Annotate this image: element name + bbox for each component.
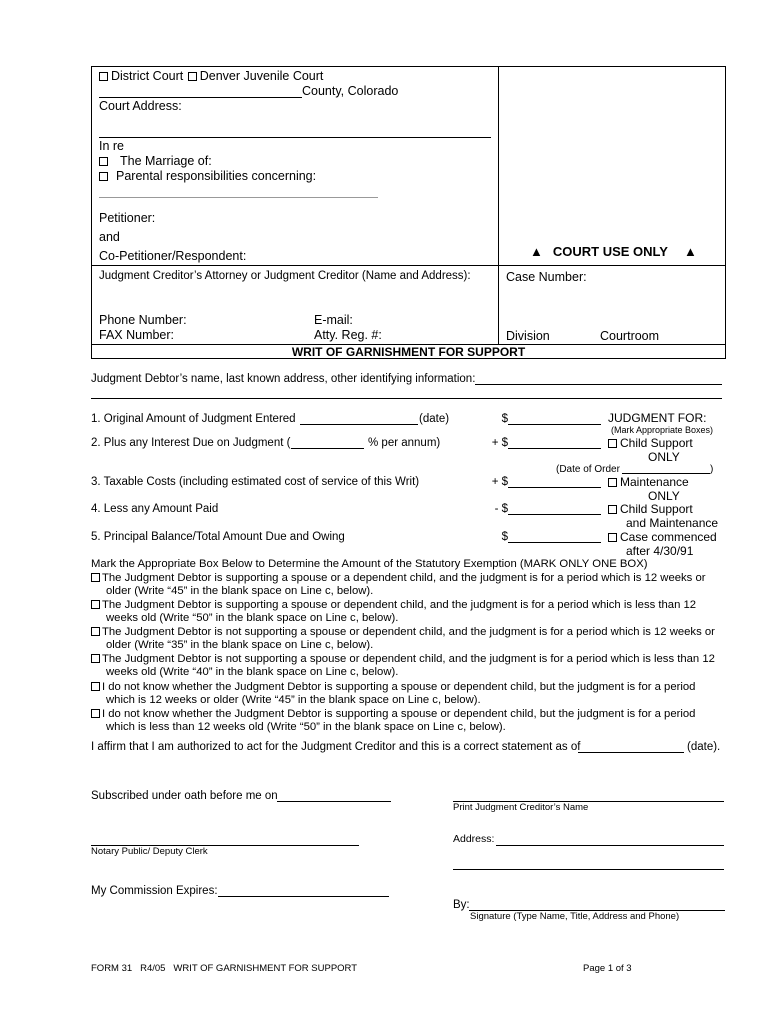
amount-prefix-5: $ — [501, 531, 508, 543]
phone-label: Phone Number: — [99, 313, 187, 327]
exemption-4-line-1: The Judgment Debtor is not supporting a spouse or dependent child, and the judgment is for a period which is less than 12 — [102, 653, 715, 665]
exemption-5-line-1: I do not know whether the Judgment Debtor is supporting a spouse or dependent child, but the judgment is for a period — [102, 681, 696, 693]
judgment-date-blank[interactable] — [300, 424, 418, 425]
child-support-checkbox[interactable] — [608, 439, 617, 448]
exemption-6-checkbox[interactable] — [91, 709, 100, 718]
triangle-up-icon: ▲ — [530, 244, 543, 259]
amount-field-3[interactable] — [508, 487, 601, 488]
court-address-line[interactable] — [99, 137, 491, 138]
juvenile-court-checkbox[interactable] — [188, 72, 197, 81]
maintenance-option — [608, 476, 689, 489]
petitioner-label: Petitioner: — [99, 211, 156, 225]
exemption-option-3 — [91, 626, 731, 652]
only-label-2: ONLY — [648, 489, 680, 503]
exemption-6-line-1: I do not know whether the Judgment Debtor is supporting a spouse or dependent child, but the judgment is for a period — [102, 708, 696, 720]
court-use-only — [530, 245, 697, 259]
subscribed-label: Subscribed under oath before me on — [91, 790, 278, 802]
debtor-info-line-2[interactable] — [91, 398, 722, 399]
exemption-2-line-1: The Judgment Debtor is supporting a spouse or dependent child, and the judgment is for a period which is less than 12 — [102, 599, 697, 611]
only-label-1: ONLY — [648, 450, 680, 464]
amount-prefix-2: + $ — [491, 437, 508, 449]
district-court-checkbox[interactable] — [99, 72, 108, 81]
court-options — [99, 70, 323, 84]
amount-line-3-label: 3. Taxable Costs (including estimated cost of service of this Writ) — [91, 476, 420, 488]
subscribed-date-blank[interactable] — [277, 801, 391, 802]
attorney-label: Judgment Creditor’s Attorney or Judgment Creditor (Name and Address): — [99, 270, 471, 282]
caption-row-divider — [91, 265, 726, 266]
parental-checkbox[interactable] — [99, 172, 108, 181]
exemption-3-line-2: older (Write “35” in the blank space on Line c, below). — [106, 639, 374, 651]
parental-label: Parental responsibilities concerning: — [116, 169, 317, 183]
child-support-maintenance-checkbox[interactable] — [608, 505, 617, 514]
exemption-4-line-2: weeks old (Write “40” in the blank space on Line c, below). — [106, 666, 399, 678]
marriage-checkbox[interactable] — [99, 157, 108, 166]
case-commenced-option — [608, 531, 717, 544]
atty-reg-label: Atty. Reg. #: — [314, 328, 382, 342]
amount-line-2-label: 2. Plus any Interest Due on Judgment ( — [91, 437, 291, 449]
form-id: FORM 31 R4/05 WRIT OF GARNISHMENT FOR SUPPORT — [91, 963, 358, 974]
address-line-2[interactable] — [453, 869, 724, 870]
marriage-label: The Marriage of: — [120, 154, 212, 168]
exemption-3-checkbox[interactable] — [91, 627, 100, 636]
amount-field-1[interactable] — [508, 424, 601, 425]
amount-line-4-label: 4. Less any Amount Paid — [91, 503, 219, 515]
after-date-label: after 4/30/91 — [626, 544, 694, 558]
exemption-5-checkbox[interactable] — [91, 682, 100, 691]
date-label: (date) — [419, 413, 450, 425]
child-support-label: Child Support — [620, 436, 693, 450]
case-commenced-checkbox[interactable] — [608, 533, 617, 542]
exemption-1-line-1: The Judgment Debtor is supporting a spouse or a dependent child, and the judgment is for a period which is 12 weeks or — [102, 572, 706, 584]
child-support-maintenance-option — [608, 503, 693, 516]
date-of-order-label: (Date of Order — [556, 464, 620, 475]
amount-field-5[interactable] — [508, 542, 601, 543]
date-of-order-close: ) — [710, 464, 714, 475]
exemption-3-line-1: The Judgment Debtor is not supporting a spouse or dependent child, and the judgment is for a period which is 12 weeks or — [102, 626, 715, 638]
debtor-info-line-1[interactable] — [475, 384, 722, 385]
commission-date-blank[interactable] — [218, 896, 389, 897]
affirm-date-label: (date). — [687, 741, 721, 753]
marriage-row — [99, 155, 212, 169]
exemption-1-line-2: older (Write “45” in the blank space on Line c, below). — [106, 585, 374, 597]
page-title: WRIT OF GARNISHMENT FOR SUPPORT — [291, 345, 526, 359]
county-blank[interactable] — [99, 97, 302, 98]
in-re-label: In re — [99, 139, 125, 153]
amount-prefix-3: + $ — [491, 476, 508, 488]
and-label: and — [99, 230, 120, 244]
debtor-info-label: Judgment Debtor’s name, last known address, other identifying information: — [91, 373, 476, 385]
child-support-option — [608, 437, 693, 450]
parties-line[interactable] — [99, 197, 378, 198]
co-petitioner-label: Co-Petitioner/Respondent: — [99, 249, 247, 263]
print-name-caption: Print Judgment Creditor’s Name — [453, 802, 589, 813]
by-label: By: — [453, 899, 470, 911]
email-label: E-mail: — [314, 313, 353, 327]
address-label: Address: — [453, 833, 495, 845]
exemption-1-checkbox[interactable] — [91, 573, 100, 582]
amount-line-1-label: 1. Original Amount of Judgment Entered — [91, 413, 296, 425]
case-commenced-label: Case commenced — [620, 530, 717, 544]
maintenance-checkbox[interactable] — [608, 478, 617, 487]
courtroom-label: Courtroom — [600, 329, 660, 343]
commission-label: My Commission Expires: — [91, 885, 218, 897]
judgment-for-heading: JUDGMENT FOR: — [608, 411, 707, 425]
page-number: Page 1 of 3 — [583, 963, 632, 974]
affirm-date-blank[interactable] — [578, 752, 684, 753]
exemption-2-line-2: weeks old (Write “50” in the blank space on Line c, below). — [106, 612, 399, 624]
fax-label: FAX Number: — [99, 328, 175, 342]
exemption-option-5 — [91, 681, 731, 707]
interest-rate-suffix: % per annum) — [368, 437, 441, 449]
exemption-heading: Mark the Appropriate Box Below to Determine the Amount of the Statutory Exemption (MARK ONLY ONE BOX) — [91, 558, 648, 570]
and-maintenance-label: and Maintenance — [626, 516, 719, 530]
amount-field-2[interactable] — [508, 448, 601, 449]
court-address-label: Court Address: — [99, 99, 182, 113]
exemption-option-4 — [91, 653, 731, 679]
amount-line-5-label: 5. Principal Balance/Total Amount Due and Owing — [91, 531, 345, 543]
court-use-only-label: COURT USE ONLY — [552, 244, 668, 259]
juvenile-court-label: Denver Juvenile Court — [199, 69, 324, 83]
district-court-label: District Court — [111, 69, 184, 83]
exemption-option-1 — [91, 572, 731, 598]
parental-row — [99, 170, 316, 184]
date-of-order-blank[interactable] — [622, 473, 710, 474]
maintenance-label: Maintenance — [620, 475, 689, 489]
caption-divider — [498, 66, 499, 345]
exemption-option-6 — [91, 708, 731, 734]
exemption-2-checkbox[interactable] — [91, 600, 100, 609]
exemption-6-line-2: which is less than 12 weeks old (Write “50” in the blank space on Line c, below). — [106, 721, 506, 733]
division-label: Division — [506, 329, 550, 343]
signature-caption: Signature (Type Name, Title, Address and Phone) — [470, 911, 680, 922]
amount-line-1 — [91, 413, 296, 426]
amount-field-4[interactable] — [508, 514, 601, 515]
affirm-text: I affirm that I am authorized to act for the Judgment Creditor and this is a correct statement as of — [91, 741, 581, 753]
interest-rate-blank[interactable] — [291, 448, 364, 449]
amount-prefix-4: - $ — [494, 503, 508, 515]
triangle-up-icon: ▲ — [683, 244, 697, 259]
exemption-option-2 — [91, 599, 731, 625]
case-number-label: Case Number: — [506, 270, 587, 284]
exemption-4-checkbox[interactable] — [91, 654, 100, 663]
address-line-1[interactable] — [496, 845, 724, 846]
exemption-5-line-2: which is 12 weeks or older (Write “45” in the blank space on Line c, below). — [106, 694, 481, 706]
child-support-2-label: Child Support — [620, 502, 693, 516]
county-label: County, Colorado — [302, 84, 399, 98]
amount-prefix-1: $ — [501, 413, 508, 425]
notary-caption: Notary Public/ Deputy Clerk — [91, 846, 208, 857]
judgment-for-subheading: (Mark Appropriate Boxes) — [611, 425, 714, 435]
